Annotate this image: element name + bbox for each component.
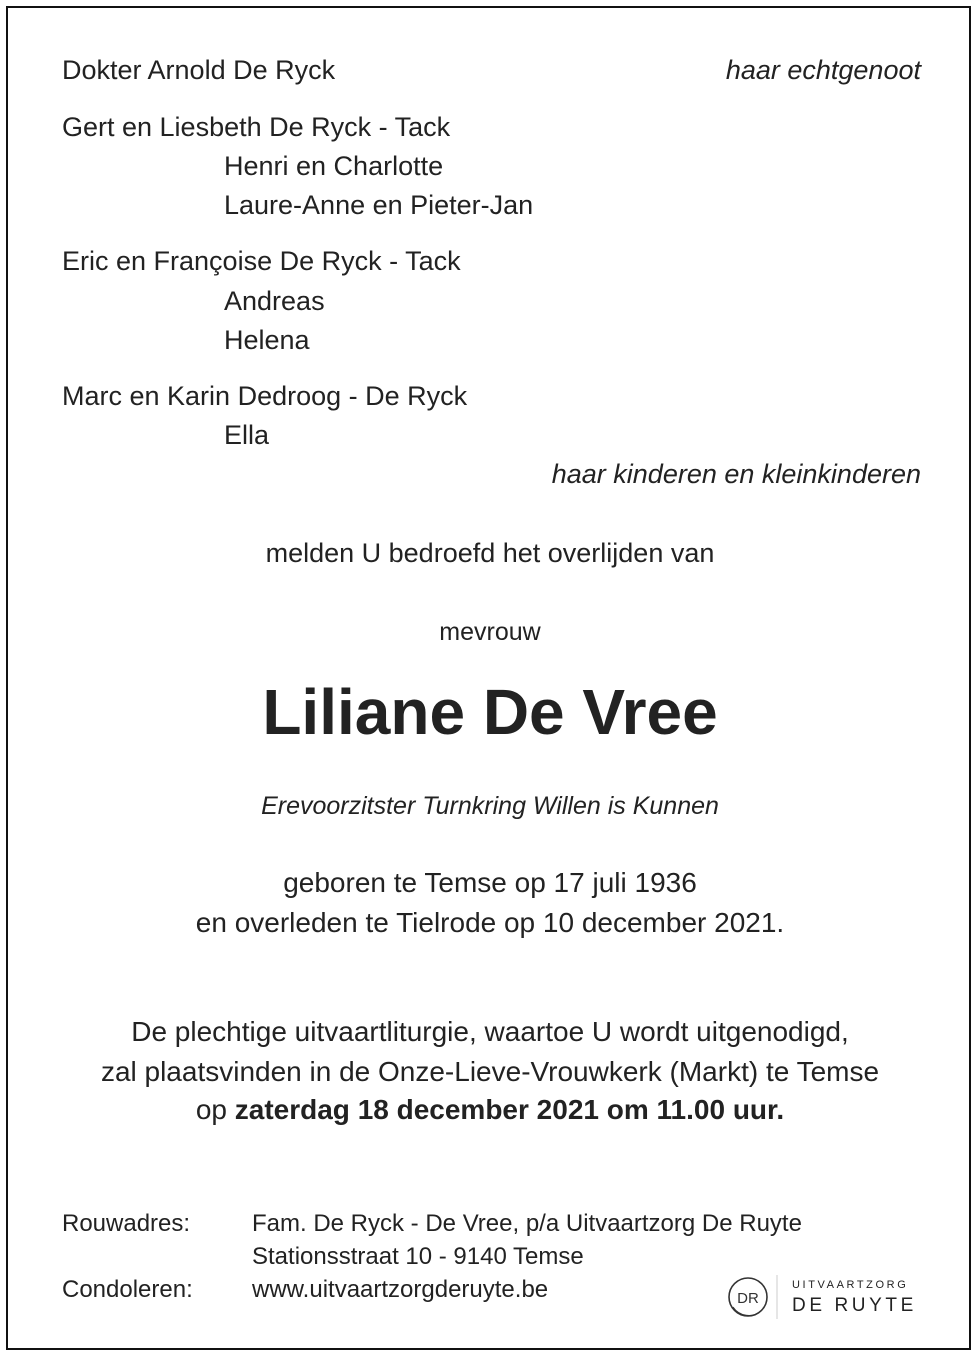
child-3: Marc en Karin Dedroog - De Ryck: [62, 381, 468, 411]
died: en overleden te Tielrode op 10 december 2021.: [195, 907, 785, 938]
funeral-line-1: De plechtige uitvaartliturgie, waartoe U wordt uitgenodigd,: [131, 1016, 849, 1047]
grandchild: Helena: [224, 325, 310, 355]
deceased-name: Liliane De Vree: [262, 676, 718, 748]
grandchild: Andreas: [224, 286, 325, 316]
child-1: Gert en Liesbeth De Ryck - Tack: [62, 112, 451, 142]
spouse-name: Dokter Arnold De Ryck: [62, 55, 336, 85]
funeral-line-3: [0, 1095, 980, 1125]
grandchild: Henri en Charlotte: [224, 151, 444, 181]
grandchild: Laure-Anne en Pieter-Jan: [224, 190, 534, 220]
condolence-label: Condoleren:: [62, 1276, 193, 1303]
born: geboren te Temse op 17 juli 1936: [283, 867, 697, 898]
address-line-1: Fam. De Ryck - De Vree, p/a Uitvaartzorg De Ruyte: [252, 1210, 802, 1237]
website-link[interactable]: www.uitvaartzorgderuyte.be: [252, 1276, 549, 1303]
title: mevrouw: [439, 618, 541, 646]
logo-line-2: DE RUYTE: [792, 1295, 917, 1316]
address-label: Rouwadres:: [62, 1210, 191, 1237]
child-2: Eric en Françoise De Ryck - Tack: [62, 246, 461, 276]
address-line-2: Stationsstraat 10 - 9140 Temse: [252, 1243, 584, 1270]
funeral-date: zaterdag 18 december 2021 om 11.00 uur.: [234, 1094, 785, 1125]
funeral-prefix: op: [195, 1094, 235, 1125]
children-role: haar kinderen en kleinkinderen: [551, 459, 921, 489]
grandchild: Ella: [224, 420, 270, 450]
svg-text:DR: DR: [737, 1290, 759, 1307]
funeral-line-2: zal plaatsvinden in de Onze-Lieve-Vrouwkerk (Markt) te Temse: [100, 1056, 880, 1087]
uitvaartzorg-logo: [727, 1271, 922, 1321]
spouse-role: haar echtgenoot: [725, 55, 921, 85]
announcement: melden U bedroefd het overlijden van: [265, 538, 715, 568]
honorific: Erevoorzitster Turnkring Willen is Kunnen: [261, 792, 719, 820]
logo-line-1: UITVAARTZORG: [792, 1279, 909, 1291]
